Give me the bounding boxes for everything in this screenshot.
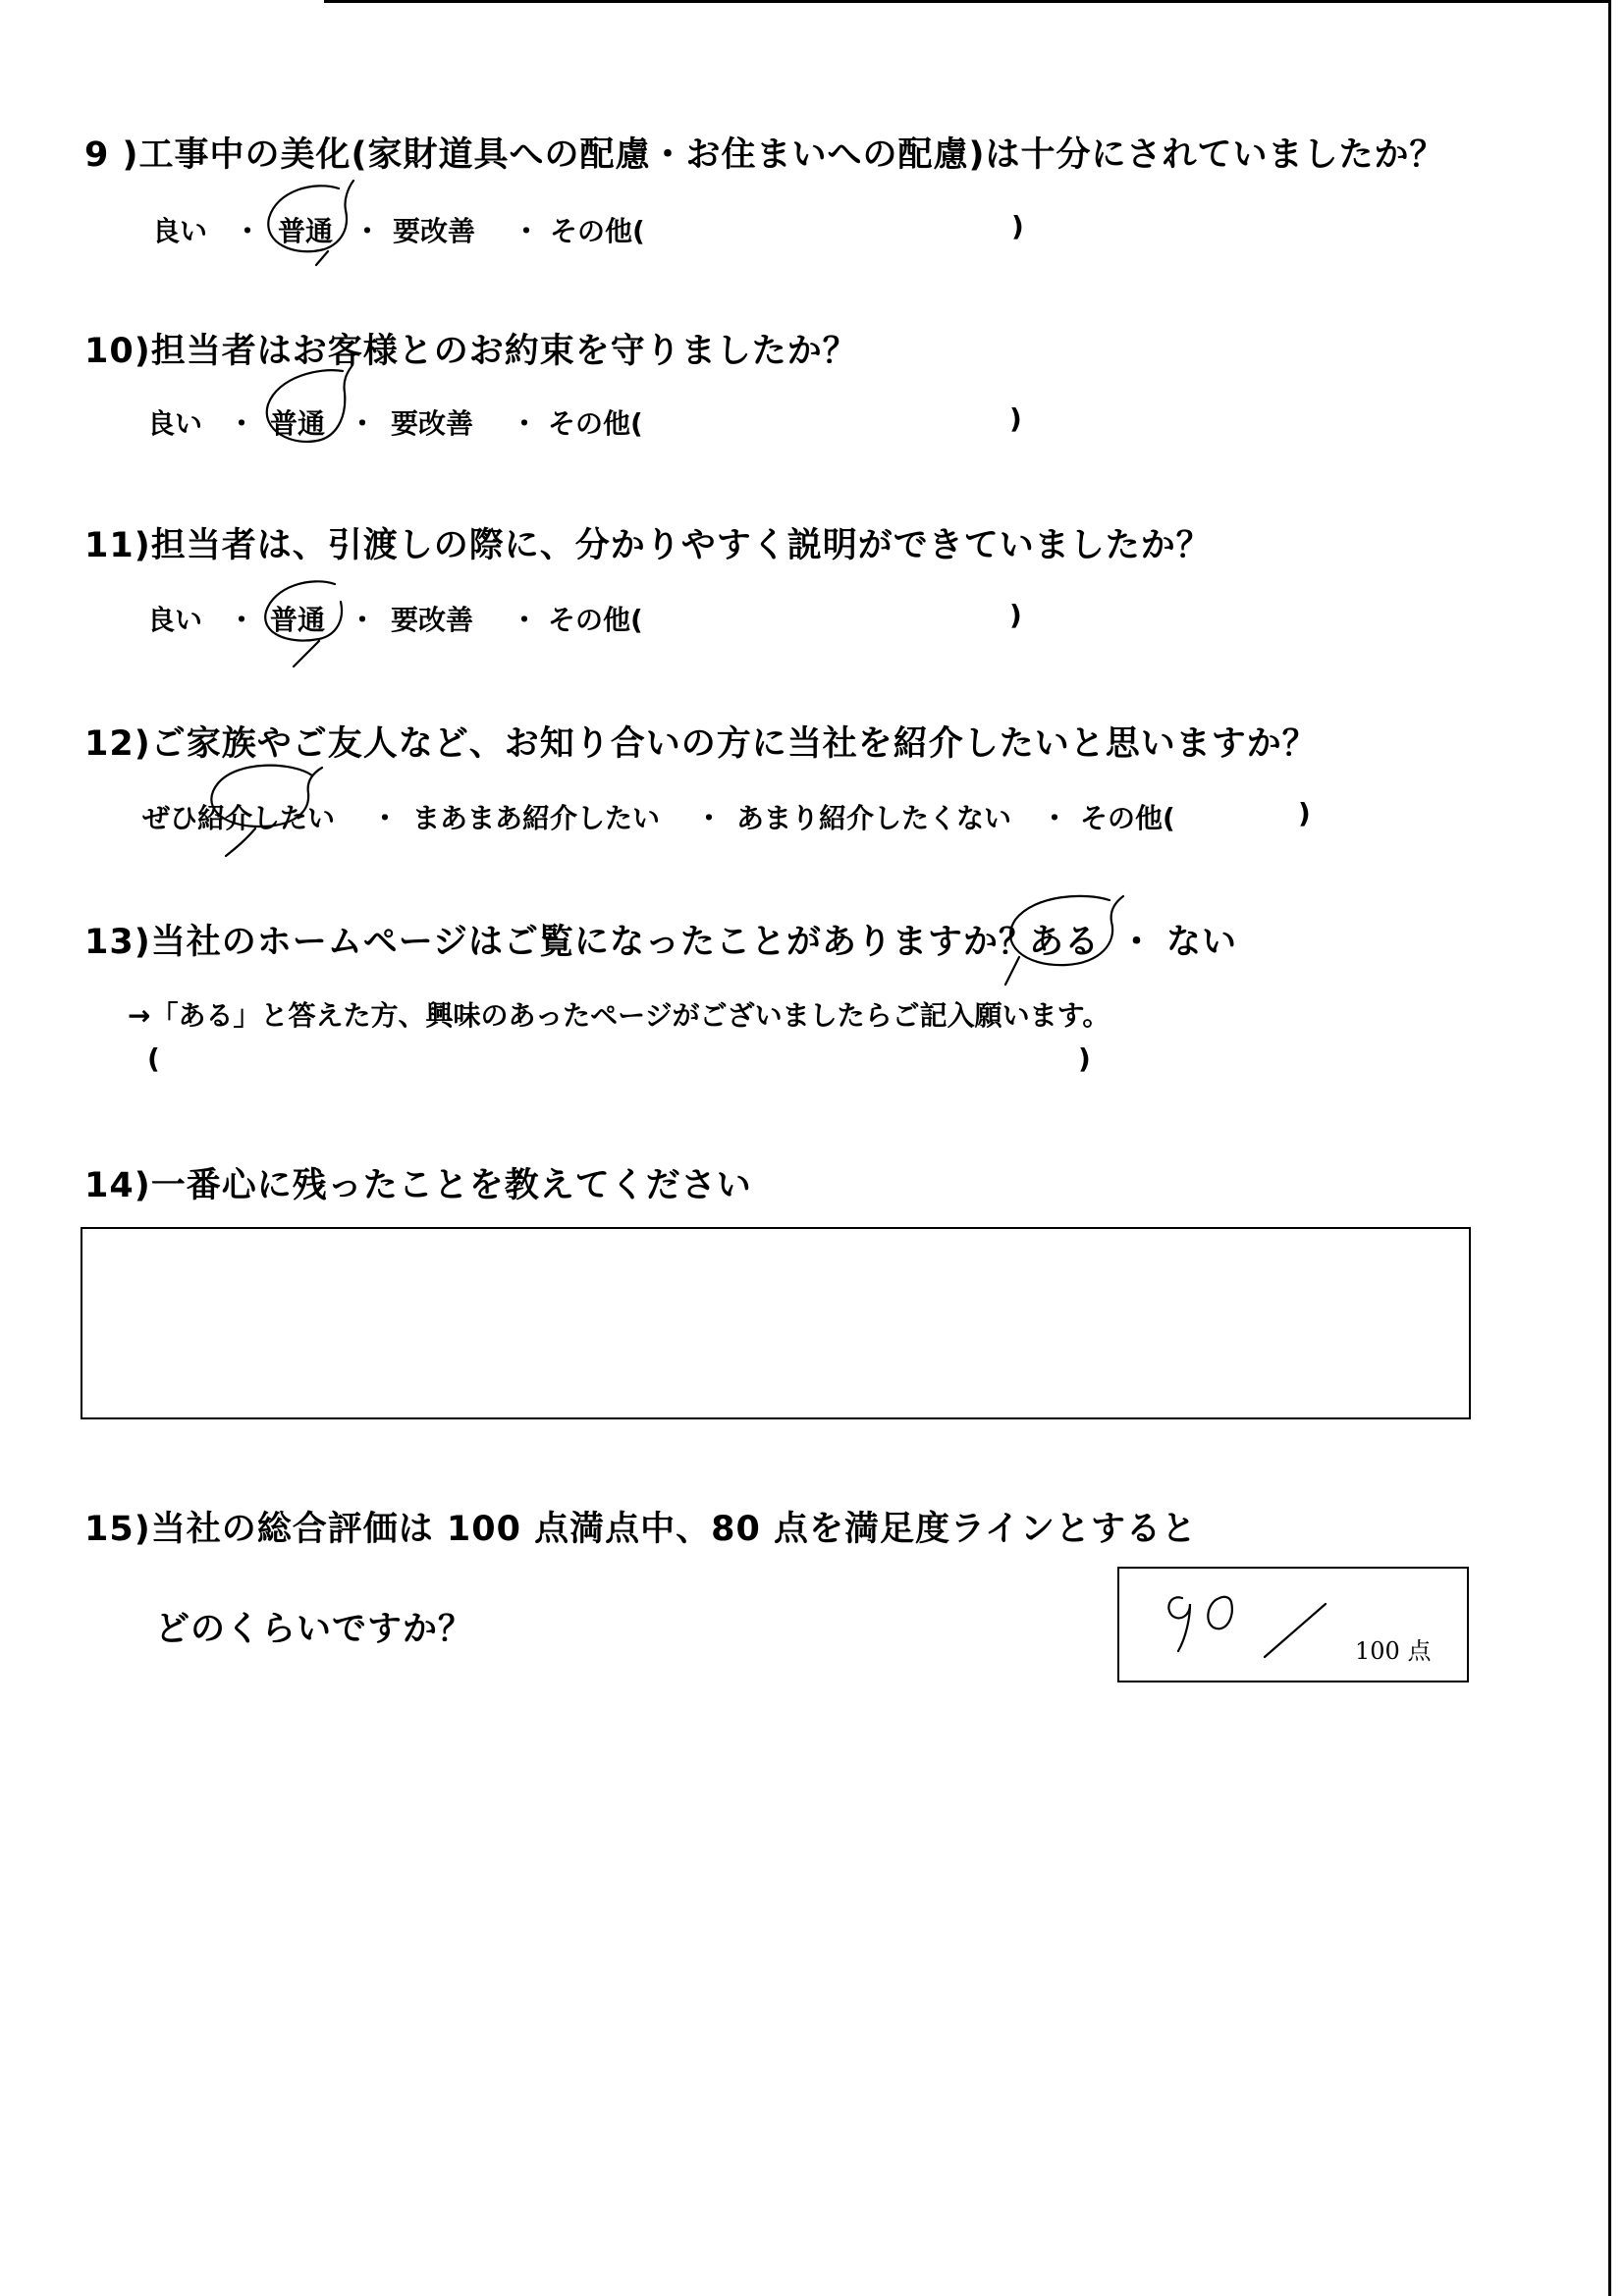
option-rather-not-recommend[interactable]: あまり紹介したくない — [736, 802, 1012, 834]
selection-circle-q10 — [250, 363, 368, 461]
note-paren-close: ) — [1078, 1042, 1091, 1075]
option-separator: ・ — [349, 407, 377, 440]
option-needs-improvement[interactable]: 要改善 — [393, 215, 476, 247]
option-separator: ・ — [511, 407, 539, 440]
option-other-close: ) — [1011, 210, 1024, 242]
option-normal[interactable]: 普通 — [270, 604, 326, 636]
option-needs-improvement[interactable]: 要改善 — [391, 604, 474, 636]
option-other[interactable]: その他( — [548, 604, 643, 636]
question-11-title: 11)担当者は、引渡しの際に、分かりやすく説明ができていましたか？ — [84, 526, 1212, 565]
option-needs-improvement[interactable]: 要改善 — [391, 407, 474, 440]
option-normal[interactable]: 普通 — [270, 407, 326, 440]
question-15-title-line1: 15)当社の総合評価は 100 点満点中、80 点を満足度ラインとすると — [84, 1510, 1197, 1549]
question-10-title: 10)担当者はお客様とのお約束を守りましたか？ — [84, 332, 858, 371]
score-slash — [1257, 1596, 1335, 1665]
question-13-note: →「ある」と答えた方、興味のあったページがございましたらご記入願います。 — [128, 999, 1110, 1032]
question-12-title: 12)ご家族やご友人など、お知り合いの方に当社を紹介したいと思いますか？ — [84, 724, 1318, 764]
option-other-close: ) — [1298, 797, 1311, 829]
question-9-title: 9 )工事中の美化(家財道具への配慮・お住まいへの配慮)は十分にされていましたか？ — [84, 135, 1445, 175]
option-good[interactable]: 良い — [152, 215, 208, 247]
option-separator: ・ — [228, 604, 256, 636]
free-answer-box[interactable] — [81, 1227, 1471, 1419]
top-border-line — [324, 0, 1610, 3]
selection-circle-q9 — [255, 177, 373, 275]
option-other-close: ) — [1009, 599, 1022, 631]
answer-yes[interactable]: ある — [1029, 923, 1101, 962]
option-other-close: ) — [1009, 402, 1022, 435]
option-separator: ・ — [371, 802, 400, 834]
score-unit: 100 点 — [1355, 1637, 1432, 1665]
option-separator: ・ — [511, 604, 539, 636]
right-border-line — [1608, 0, 1611, 2296]
option-separator: ・ — [513, 215, 541, 247]
question-13-title: 13)当社のホームページはご覧になったことがありますか？ — [84, 923, 1035, 962]
answer-separator: ・ — [1119, 923, 1156, 962]
question-14-title: 14)一番心に残ったことを教えてください — [84, 1166, 752, 1205]
option-separator: ・ — [228, 407, 256, 440]
option-separator: ・ — [353, 215, 382, 247]
option-other[interactable]: その他( — [1080, 802, 1175, 834]
selection-circle-q12 — [196, 758, 344, 866]
option-definitely-recommend[interactable]: ぜひ紹介したい — [142, 802, 336, 834]
option-normal[interactable]: 普通 — [278, 215, 334, 247]
option-good[interactable]: 良い — [147, 407, 203, 440]
selection-circle-q13 — [992, 888, 1139, 996]
option-separator: ・ — [1041, 802, 1069, 834]
option-separator: ・ — [234, 215, 262, 247]
option-somewhat-recommend[interactable]: まあまあ紹介したい — [412, 802, 661, 834]
option-other[interactable]: その他( — [548, 407, 643, 440]
selection-circle-q11 — [250, 574, 368, 672]
option-other[interactable]: その他( — [550, 215, 645, 247]
option-separator: ・ — [695, 802, 724, 834]
option-good[interactable]: 良い — [147, 604, 203, 636]
question-15-title-line2: どのくらいですか？ — [155, 1610, 474, 1649]
score-box[interactable] — [1117, 1567, 1469, 1682]
handwritten-score — [1161, 1588, 1269, 1667]
answer-no[interactable]: ない — [1166, 923, 1238, 962]
note-paren-open: ( — [147, 1042, 160, 1075]
option-separator: ・ — [349, 604, 377, 636]
